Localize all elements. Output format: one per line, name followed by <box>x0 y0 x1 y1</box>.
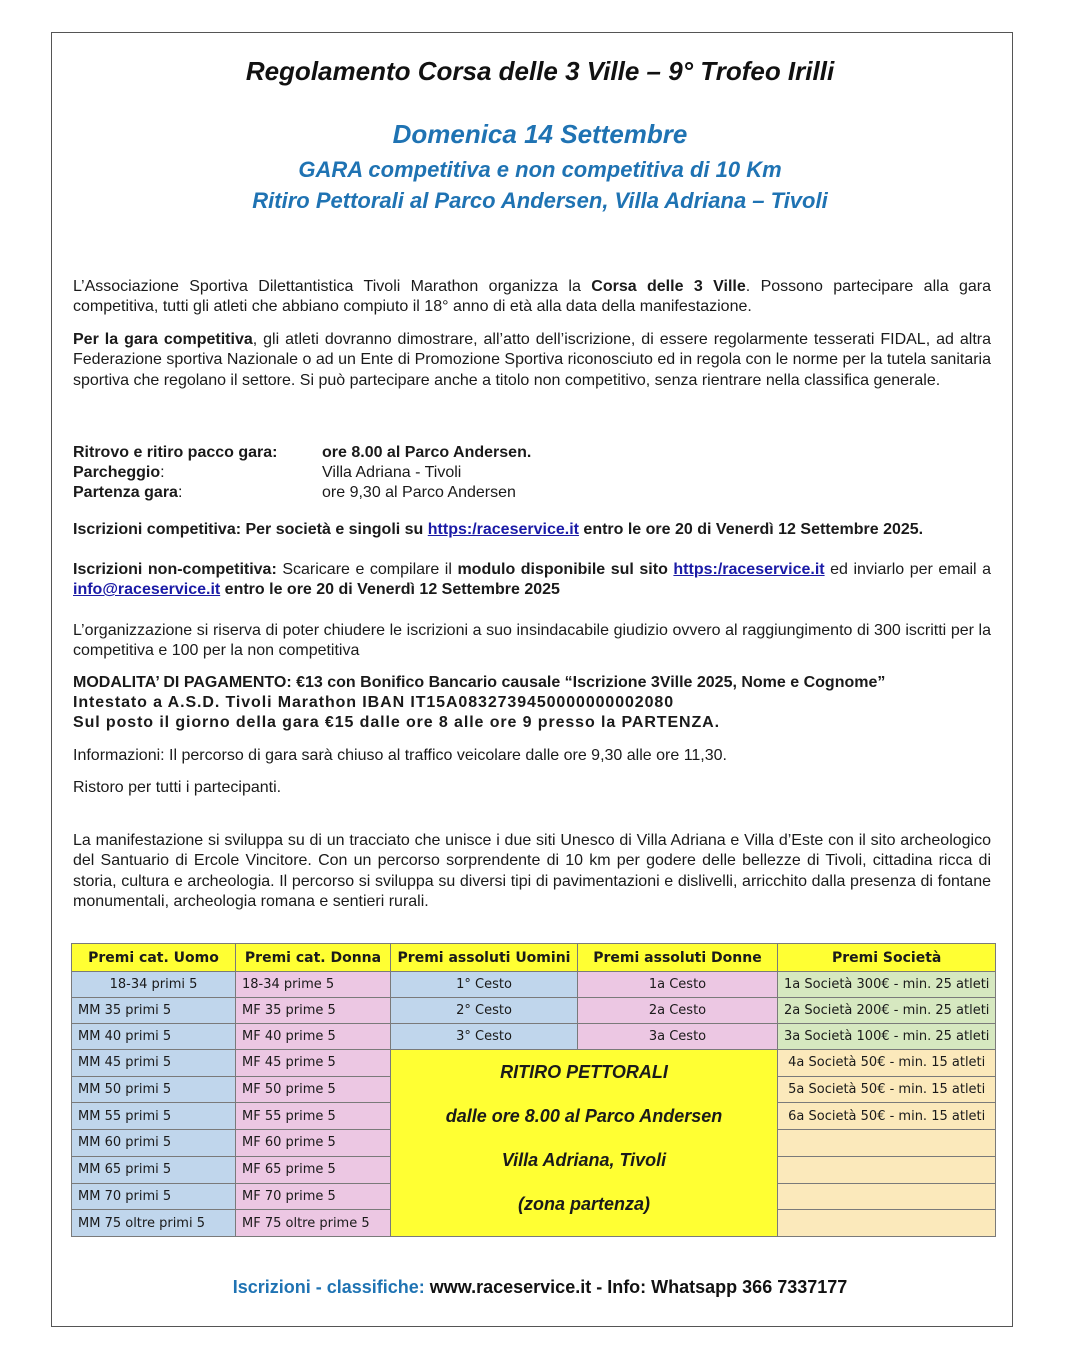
race-type: GARA competitiva e non competitiva di 10 Km <box>298 157 782 182</box>
ritrovo-value: ore 8.00 al Parco Andersen. <box>322 444 532 461</box>
registration-limits: L’organizzazione si riserva di poter chiudere le iscrizioni a suo insindacabile giudizio ovvero al raggiungimento di 300 iscritti per la competitiva e 100 per la non competitiva <box>73 622 991 660</box>
bib-pickup-title: RITIRO PETTORALI <box>500 1062 668 1082</box>
uomo-cell: MM 45 primi 5 <box>72 1050 236 1077</box>
societa-cell: 1a Società 300€ - min. 25 atleti <box>778 972 996 998</box>
uomo-cell: MM 35 primi 5 <box>72 998 236 1024</box>
assoluti-uomini-cell: 1° Cesto <box>391 972 578 998</box>
uomo-cell: MM 55 primi 5 <box>72 1103 236 1130</box>
course-description: La manifestazione si sviluppa su di un tracciato che unisce i due siti Unesco di Villa Adriana e Villa d’Este con il sito archeologico del Santuario di Ercole Vincitore. Con un percorso sorprendente di 10 km per godere delle bellezze di Tivoli, cittadina ricca di storia, cultura e archeologia. Il percorso si sviluppa su diversi tipi di pavimentazioni e dislivelli, arricchito dalla presenza di fontane monumentali, archeologia romana e sentieri rurali. <box>73 832 991 910</box>
donna-cell: MF 60 prime 5 <box>236 1130 391 1157</box>
partenza-label: Partenza gara: <box>73 484 183 501</box>
partenza-value: ore 9,30 al Parco Andersen <box>322 484 516 501</box>
empty-cell <box>778 1156 996 1183</box>
empty-cell <box>778 1210 996 1237</box>
uomo-cell: MM 60 primi 5 <box>72 1130 236 1157</box>
donna-cell: MF 35 prime 5 <box>236 998 391 1024</box>
assoluti-uomini-cell: 3° Cesto <box>391 1024 578 1050</box>
parcheggio-label: Parcheggio: <box>73 464 165 481</box>
assoluti-donne-cell: 1a Cesto <box>578 972 778 998</box>
table-row <box>72 972 996 998</box>
bib-pickup-place: Villa Adriana, Tivoli <box>501 1150 667 1170</box>
uomo-cell: MM 50 primi 5 <box>72 1076 236 1103</box>
table-row <box>72 1050 996 1077</box>
bib-pickup: Ritiro Pettorali al Parco Andersen, Villa Adriana – Tivoli <box>252 188 828 213</box>
footer-label: Iscrizioni - classifiche: <box>232 1277 425 1297</box>
uomo-cell: MM 70 primi 5 <box>72 1183 236 1210</box>
header-assoluti-donne: Premi assoluti Donne <box>578 944 778 972</box>
header-societa: Premi Società <box>778 944 996 972</box>
footer <box>0 1277 1080 1298</box>
traffic-info: Informazioni: Il percorso di gara sarà chiuso al traffico veicolare dalle ore 9,30 alle ore 11,30. <box>73 747 727 764</box>
email-link[interactable]: info@raceservice.it <box>73 581 221 599</box>
refreshment-info: Ristoro per tutti i partecipanti. <box>73 779 282 796</box>
societa-cell: 4a Società 50€ - min. 15 atleti <box>778 1050 996 1077</box>
societa-cell: 6a Società 50€ - min. 15 atleti <box>778 1103 996 1130</box>
event-date: Domenica 14 Settembre <box>392 119 688 149</box>
table-header-row <box>72 944 996 972</box>
donna-cell: MF 65 prime 5 <box>236 1156 391 1183</box>
bib-pickup-zone: (zona partenza) <box>517 1194 650 1214</box>
parcheggio-value: Villa Adriana - Tivoli <box>322 464 462 481</box>
bib-pickup-box <box>391 1050 778 1237</box>
raceservice-link-2[interactable]: https:/raceservice.it <box>673 561 825 578</box>
raceservice-link[interactable]: https:/raceservice.it <box>427 521 579 538</box>
competitive-rules-paragraph: Per la gara competitiva, gli atleti dovranno dimostrare, all’atto dell’iscrizione, di essere regolarmente tesserati FIDAL, ad altra Federazione sportiva Nazionale o ad un Ente di Promozione Sportiva riconosciuto ed in regola con le norme per la tutela sanitaria sportiva che regolano il settore. Si può partecipare anche a titolo non competitivo, senza rientrare nella classifica generale. <box>73 331 991 389</box>
page-title: Regolamento Corsa delle 3 Ville – 9° Trofeo Irilli <box>245 56 835 86</box>
donna-cell: MF 55 prime 5 <box>236 1103 391 1130</box>
donna-cell: MF 75 oltre prime 5 <box>236 1210 391 1237</box>
uomo-cell: MM 75 oltre primi 5 <box>72 1210 236 1237</box>
empty-cell <box>778 1183 996 1210</box>
donna-cell: MF 50 prime 5 <box>236 1076 391 1103</box>
uomo-cell: MM 40 primi 5 <box>72 1024 236 1050</box>
prizes-table <box>71 943 996 1237</box>
societa-cell: 5a Società 50€ - min. 15 atleti <box>778 1076 996 1103</box>
table-row <box>72 1024 996 1050</box>
table-row <box>72 998 996 1024</box>
donna-cell: MF 40 prime 5 <box>236 1024 391 1050</box>
competitive-registration: Iscrizioni competitiva: Per società e singoli su https:/raceservice.it entro le ore 20 di Venerdì 12 Settembre 2025. <box>73 521 924 538</box>
intro-paragraph: L’Associazione Sportiva Dilettantistica Tivoli Marathon organizza la Corsa delle 3 Ville. Possono partecipare alla gara competitiva, tutti gli atleti che abbiano compiuto il 18° anno di età alla data della manifestazione. <box>73 278 991 316</box>
ritrovo-label: Ritrovo e ritiro pacco gara: <box>73 444 278 461</box>
payment-line-1: MODALITA’ DI PAGAMENTO: €13 con Bonifico Bancario causale “Iscrizione 3Ville 2025, Nome e Cognome” <box>73 674 886 691</box>
footer-contacts[interactable]: www.raceservice.it - Info: Whatsapp 366 7337177 <box>424 1277 848 1297</box>
bib-pickup-time: dalle ore 8.00 al Parco Andersen <box>445 1106 723 1126</box>
header-assoluti-uomini: Premi assoluti Uomini <box>391 944 578 972</box>
uomo-cell: 18-34 primi 5 <box>72 972 236 998</box>
header-donna: Premi cat. Donna <box>236 944 391 972</box>
noncompetitive-registration: Iscrizioni non-competitiva: Scaricare e compilare il modulo disponibile sul sito https:/raceservice.it ed inviarlo per email a info@raceservice.it entro le ore 20 di Venerdì 12 Settembre 2025 <box>73 561 992 599</box>
payment-line-3: Sul posto il giorno della gara €15 dalle ore 8 alle ore 9 presso la PARTENZA. <box>73 714 720 731</box>
empty-cell <box>778 1130 996 1157</box>
assoluti-donne-cell: 2a Cesto <box>578 998 778 1024</box>
donna-cell: MF 45 prime 5 <box>236 1050 391 1077</box>
header-uomo: Premi cat. Uomo <box>72 944 236 972</box>
assoluti-donne-cell: 3a Cesto <box>578 1024 778 1050</box>
assoluti-uomini-cell: 2° Cesto <box>391 998 578 1024</box>
uomo-cell: MM 65 primi 5 <box>72 1156 236 1183</box>
societa-cell: 2a Società 200€ - min. 25 atleti <box>778 998 996 1024</box>
payment-line-2: Intestato a A.S.D. Tivoli Marathon IBAN IT15A0832739450000000002080 <box>73 694 675 711</box>
donna-cell: MF 70 prime 5 <box>236 1183 391 1210</box>
societa-cell: 3a Società 100€ - min. 25 atleti <box>778 1024 996 1050</box>
donna-cell: 18-34 prime 5 <box>236 972 391 998</box>
